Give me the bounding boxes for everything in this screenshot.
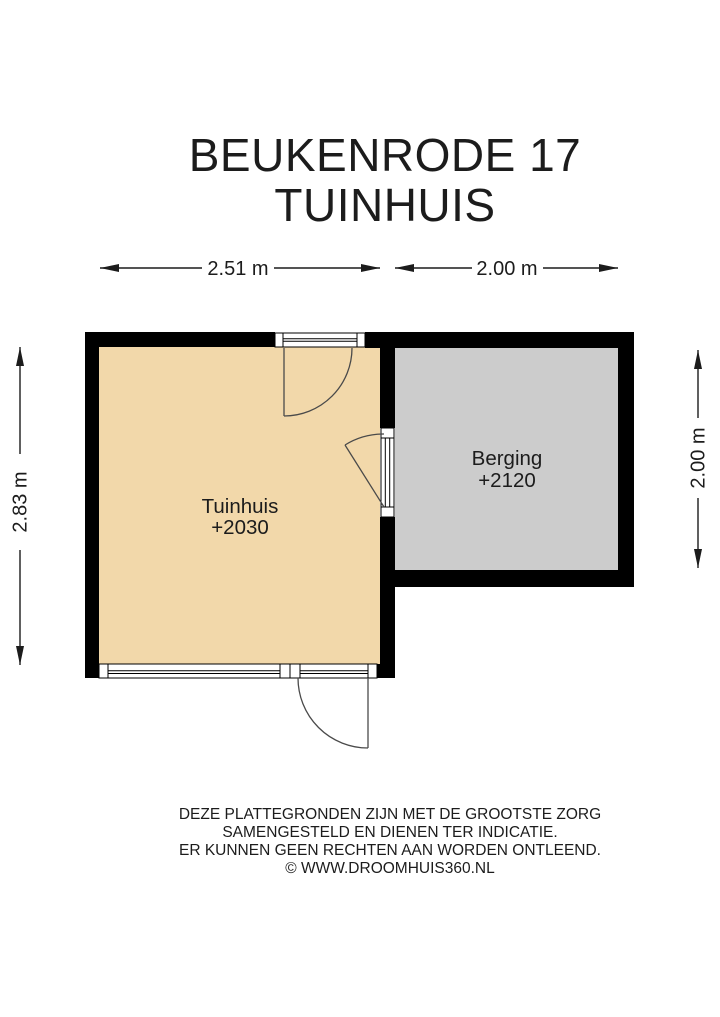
window-frame [99,664,108,678]
wall-interior-upper [380,332,395,428]
dim-label-berging-width: 2.00 m [476,258,538,280]
dim-label-tuinhuis-width: 2.51 m [207,258,269,280]
arrowhead-down-icon [16,646,24,665]
arrowhead-down-icon [694,549,702,568]
disclaimer-line-3: ER KUNNEN GEEN RECHTEN AAN WORDEN ONTLEEND. [178,842,601,859]
arrowhead-left-icon [100,264,119,272]
door-glazing [283,333,357,347]
arrowhead-left-icon [395,264,414,272]
tuinhuis-label: Tuinhuis [201,495,279,518]
tuinhuis-level-label: +2030 [211,516,269,539]
dimension-top-berging [395,258,618,280]
dimension-left-tuinhuis [10,347,32,665]
door-frame [368,664,377,678]
door-frame [381,428,394,438]
wall-top-left [85,332,275,347]
wall-bottom-right-corner [377,664,395,678]
door-glazing [381,438,394,507]
disclaimer [179,806,601,878]
berging-level-label: +2120 [478,469,536,492]
wall-berging-right [618,332,634,587]
wall-bottom-left-corner [85,664,99,678]
door-frame [381,507,394,517]
arrowhead-right-icon [599,264,618,272]
disclaimer-line-1: DEZE PLATTEGRONDEN ZIJN MET DE GROOTSTE ZORG [178,806,602,823]
berging-label: Berging [471,447,543,470]
door-swing-arc [298,678,368,748]
wall-berging-bottom [380,570,634,587]
door-frame [357,333,365,347]
arrowhead-right-icon [361,264,380,272]
dim-label-berging-height: 2.00 m [687,427,710,489]
wall-top-right [365,332,634,348]
wall-left [85,332,99,678]
arrowhead-up-icon [694,350,702,369]
disclaimer-line-2: SAMENGESTELD EN DIENEN TER INDICATIE. [222,824,558,841]
dim-label-tuinhuis-height: 2.83 m [9,471,32,533]
door-frame [290,664,300,678]
disclaimer-line-4: © WWW.DROOMHUIS360.NL [285,860,495,877]
dimension-top-tuinhuis [100,258,380,280]
title-address: BEUKENRODE 17 [188,129,582,181]
wall-interior-lower [380,517,395,678]
south-windows-and-door [99,664,377,748]
door-frame [275,333,283,347]
dimension-right-berging [688,350,710,568]
arrowhead-up-icon [16,347,24,366]
window-frame [280,664,290,678]
title-subject: TUINHUIS [274,179,496,231]
